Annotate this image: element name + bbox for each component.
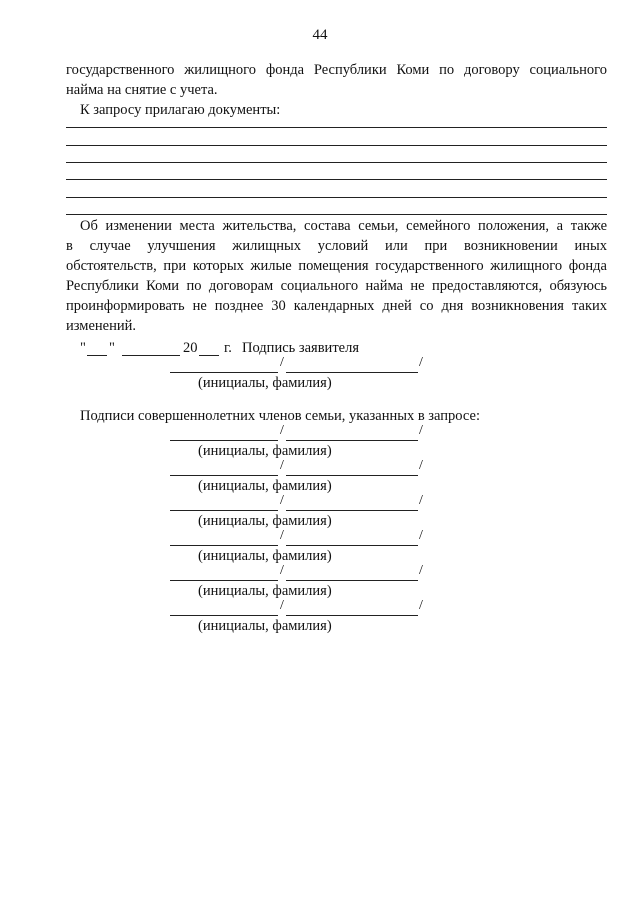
family-5-slash-2: / [419,563,423,578]
family-5-slash-1: / [280,563,284,578]
date-day-field[interactable] [87,355,107,356]
family-2-caption: (инициалы, фамилия) [198,478,332,494]
family-2-slash-2: / [419,458,423,473]
family-6-name-field[interactable] [286,615,418,616]
family-2-signature-field[interactable] [170,475,278,476]
applicant-caption: (инициалы, фамилия) [198,375,332,391]
family-3-slash-1: / [280,493,284,508]
family-1-slash-2: / [419,423,423,438]
family-3-slash-2: / [419,493,423,508]
family-5-caption: (инициалы, фамилия) [198,583,332,599]
attachments-label: К запросу прилагаю документы: [80,102,281,118]
family-6-caption: (инициалы, фамилия) [198,618,332,634]
document-line-4[interactable] [66,179,607,180]
document-line-6[interactable] [66,214,607,215]
obligation-paragraph-body [66,236,607,316]
document-line-5[interactable] [66,197,607,198]
family-4-slash-2: / [419,528,423,543]
obligation-line-4: Республики Коми по договорам социального найма не предоставляются, обязуюсь [66,278,607,294]
family-signature-row-4 [170,530,430,546]
date-year-field[interactable] [199,355,219,356]
obligation-line-3: обстоятельств, при которых жилые помещения государственного жилищного фонда [66,258,607,274]
family-6-slash-2: / [419,598,423,613]
obligation-line-1: Об изменении места жительства, состава семьи, семейного положения, а также [80,218,607,234]
date-quote-open: " [80,340,86,356]
family-3-signature-field[interactable] [170,510,278,511]
family-3-name-field[interactable] [286,510,418,511]
applicant-signature-field[interactable] [170,372,278,373]
family-signature-row-5 [170,565,430,581]
obligation-line-6: изменений. [66,318,136,334]
document-line-2[interactable] [66,145,607,146]
page-number: 44 [312,27,328,43]
family-4-caption: (инициалы, фамилия) [198,548,332,564]
date-quote-close: " [109,340,115,356]
date-year-suffix: г. [224,340,232,356]
family-4-signature-field[interactable] [170,545,278,546]
family-1-slash-1: / [280,423,284,438]
family-2-slash-1: / [280,458,284,473]
date-month-field[interactable] [122,355,180,356]
family-5-name-field[interactable] [286,580,418,581]
family-4-slash-1: / [280,528,284,543]
family-signature-row-6 [170,600,430,616]
family-2-name-field[interactable] [286,475,418,476]
document-line-3[interactable] [66,162,607,163]
family-6-slash-1: / [280,598,284,613]
applicant-slash-2: / [419,355,423,370]
intro-line-1: государственного жилищного фонда Республики Коми по договору социального [66,62,607,78]
applicant-signature-label: Подпись заявителя [242,340,359,356]
family-signature-row-3 [170,495,430,511]
family-5-signature-field[interactable] [170,580,278,581]
intro-paragraph [66,60,607,80]
applicant-signature-row [170,357,430,373]
applicant-slash-1: / [280,355,284,370]
intro-line-2: найма на снятие с учета. [66,82,218,98]
family-signatures-title: Подписи совершеннолетних членов семьи, указанных в запросе: [80,408,480,424]
family-1-name-field[interactable] [286,440,418,441]
family-3-caption: (инициалы, фамилия) [198,513,332,529]
obligation-line-2: в случае улучшения жилищных условий или при возникновении иных [66,238,607,254]
family-signature-row-1 [170,425,430,441]
family-1-signature-field[interactable] [170,440,278,441]
date-year-prefix: 20 [183,340,198,356]
family-signature-row-2 [170,460,430,476]
family-4-name-field[interactable] [286,545,418,546]
obligation-paragraph [80,216,607,236]
family-6-signature-field[interactable] [170,615,278,616]
applicant-name-field[interactable] [286,372,418,373]
obligation-line-5: проинформировать не позднее 30 календарных дней со дня возникновения таких [66,298,607,314]
document-line-1[interactable] [66,127,607,128]
family-1-caption: (инициалы, фамилия) [198,443,332,459]
